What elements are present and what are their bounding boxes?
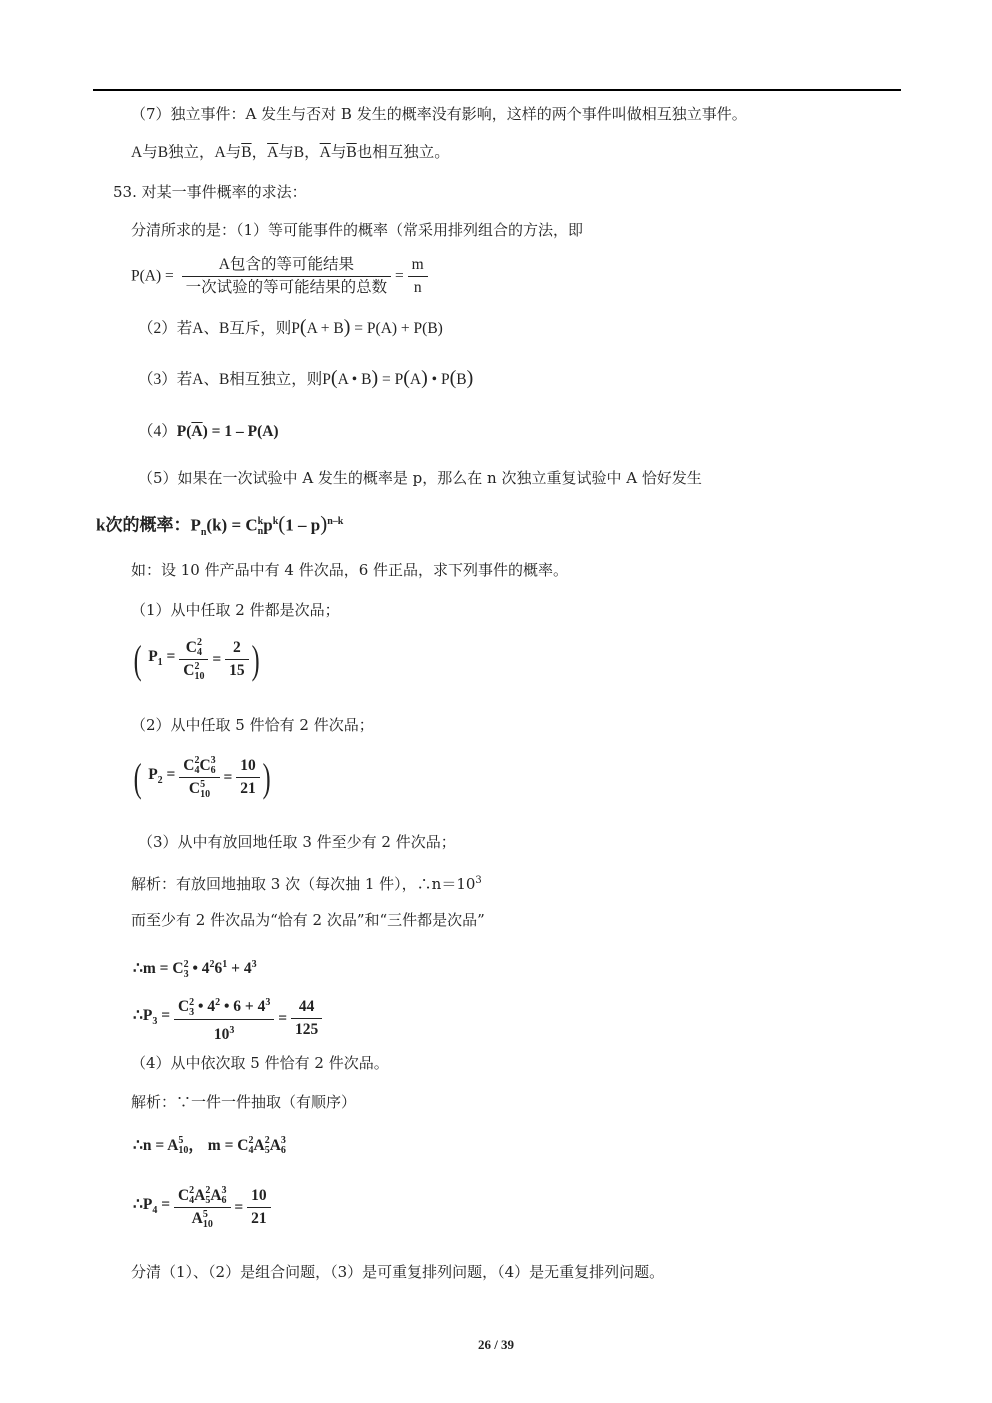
solution-3: $\therefore P_3$ = C 2 3 • $4^2$ • $6 + 4^3$ $10^3$ = $\frac{44}{125}$ bbox=[133, 993, 322, 1045]
formula-independent: （3）若A、B相互独立，则P(A • B) = P(A) • P(B) bbox=[138, 367, 474, 389]
formula-binomial: k次的概率：$P_n(k) = C$ k n $p^k(1 - p)^{n-k}$ bbox=[96, 511, 344, 539]
solution-4: $\therefore P_4$ = C 2 4 A 2 5 A 3 6 A 5 10 = $\frac{10}{21}$ bbox=[133, 1186, 271, 1230]
formula-n-m-count: ∴n = A 5 10 ， m = C 2 4 A 2 5 A 3 6 bbox=[133, 1135, 286, 1157]
summary-paragraph: 分清（1）、（2）是组合问题，（3）是可重复排列问题，（4）是无重复排列问题。 bbox=[131, 1263, 665, 1281]
paragraph-binomial-intro: （5）如果在一次试验中 A 发生的概率是 p，那么在 n 次独立重复试验中 A 恰好发生 bbox=[138, 469, 702, 487]
page-number: 26 / 39 bbox=[477, 1337, 515, 1352]
independence-statement: A与B独立，A与$\overline{B}$，$\overline{A}$与B，$\overline{A}$与$\overline{B}$也相互独立。 bbox=[131, 144, 450, 161]
question-2: （2）从中任取 5 件恰有 2 件次品； bbox=[131, 716, 374, 734]
formula-mutually-exclusive: （2）若A、B互斥，则P(A + B) = P(A) + P(B) bbox=[138, 316, 443, 338]
solution-1: ( $P_1$ = C 2 4 C 2 10 = $\frac{2}{15}$ ) bbox=[133, 636, 260, 682]
formula-classical-probability: P(A) = $\frac{\text{A包含的等可能结果}}{\text{一次试验的等可能结果的总数}}$ = $\frac{m}{n}$ bbox=[131, 255, 428, 298]
header-rule bbox=[93, 89, 901, 91]
question-3: （3）从中有放回地任取 3 件至少有 2 件次品； bbox=[138, 833, 456, 851]
example-statement: 如：设 10 件产品中有 4 件次品，6 件正品，求下列事件的概率。 bbox=[131, 561, 569, 579]
analysis-3: 解析：有放回地抽取 3 次（每次抽 1 件），$\therefore n=10^3$ bbox=[131, 875, 482, 893]
solution-2: ( $P_2$ = C 2 4 C 3 6 C 5 10 = $\frac{10}{21}$ ) bbox=[133, 754, 271, 800]
question-1: （1）从中任取 2 件都是次品； bbox=[131, 601, 340, 619]
paragraph-intro: 分清所求的是：（1）等可能事件的概率（常采用排列组合的方法，即 bbox=[131, 221, 584, 239]
question-4: （4）从中依次取 5 件恰有 2 件次品。 bbox=[131, 1054, 389, 1072]
formula-m-count: ∴m = C 2 3 • $4^26^1 + 4^3$ bbox=[133, 958, 257, 980]
analysis-3-note: 而至少有 2 件次品为“恰有 2 次品”和“三件都是次品” bbox=[131, 911, 485, 929]
formula-complement: $(4)P(\overline{A}) = 1 - P(A)$ bbox=[138, 423, 279, 440]
section-heading: 53. 对某一事件概率的求法： bbox=[113, 183, 307, 201]
analysis-4: 解析：∵一件一件抽取（有顺序） bbox=[131, 1093, 357, 1111]
independent-events-definition: （7）独立事件：A 发生与否对 B 发生的概率没有影响，这样的两个事件叫做相互独立事件。 bbox=[131, 105, 747, 123]
